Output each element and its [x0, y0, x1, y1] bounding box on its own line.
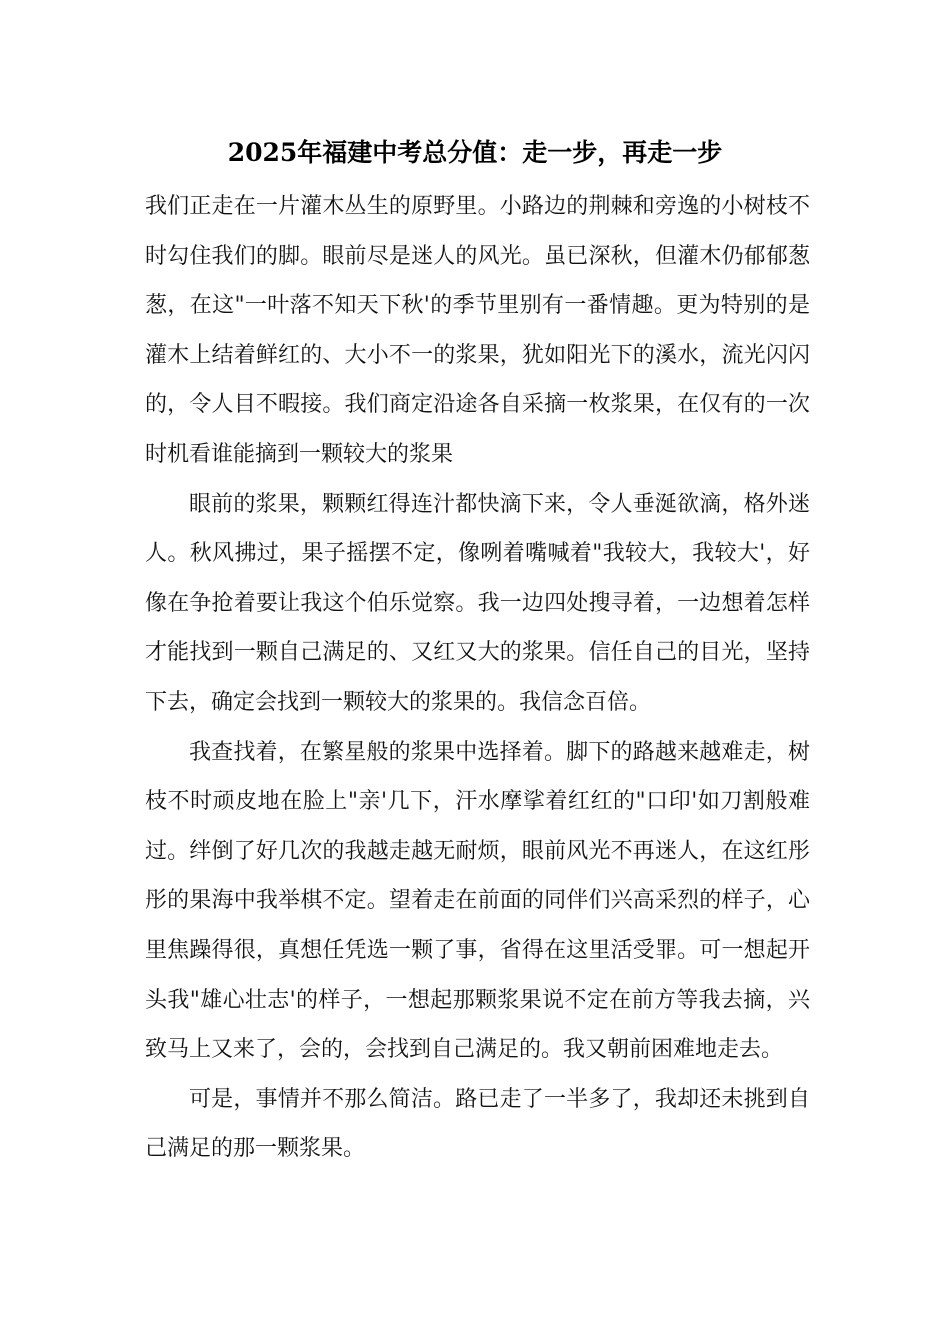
paragraph-3: 我查找着，在繁星般的浆果中选择着。脚下的路越来越难走，树枝不时顽皮地在脸上"亲'几下，汗水摩挲着红红的"口印'如刀割般难过。绊倒了好几次的我越走越无耐烦，眼前风光不再迷人，在这红彤彤的果海中我举棋不定。望着走在前面的同伴们兴高采烈的样子，心里焦躁得很，真想任凭选一颗了事，省得在这里活受罪。可一想起开头我"雄心壮志'的样子，一想起那颗浆果说不定在前方等我去摘，兴致马上又来了，会的，会找到自己满足的。我又朝前困难地走去。 [145, 739, 810, 1063]
paragraph-2: 眼前的浆果，颗颗红得连汁都快滴下来，令人垂涎欲滴，格外迷人。秋风拂过，果子摇摆不定，像咧着嘴喊着"我较大，我较大'，好像在争抢着要让我这个伯乐觉察。我一边四处搜寻着，一边想着怎样才能找到一颗自己满足的、又红又大的浆果。信任自己的目光，坚持下去，确定会找到一颗较大的浆果的。我信念百倍。 [145, 491, 810, 715]
paragraph-4: 可是，事情并不那么简洁。路已走了一半多了，我却还未挑到自己满足的那一颗浆果。 [145, 1086, 810, 1162]
document-title: 2025年福建中考总分值：走一步，再走一步 [227, 138, 723, 167]
paragraph-1: 我们正走在一片灌木丛生的原野里。小路边的荆棘和旁逸的小树枝不时勾住我们的脚。眼前尽是迷人的风光。虽已深秋，但灌木仍郁郁葱葱，在这"一叶落不知天下秋'的季节里别有一番情趣。更为特别的是灌木上结着鲜红的、大小不一的浆果，犹如阳光下的溪水，流光闪闪的，令人目不暇接。我们商定沿途各自采摘一枚浆果，在仅有的一次时机看谁能摘到一颗较大的浆果 [145, 194, 810, 467]
document-body [145, 182, 810, 1174]
